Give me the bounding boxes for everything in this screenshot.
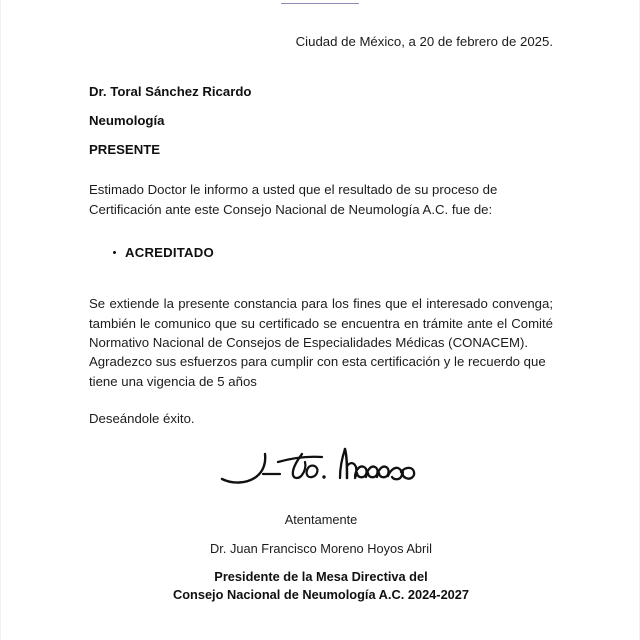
recipient-attention: PRESENTE	[89, 142, 161, 157]
paragraph-intro: Estimado Doctor le informo a usted que el resultado de su proceso de Certificación ante este Consejo Nacional de Neumología A.C. fue de:	[89, 182, 498, 217]
paragraph-constancia: Se extiende la presente constancia para los fines que el interesado convenga; también le comunico que su certificado se encuentra en trámite ante el Comité Normativo Nacional de Consejos de Especialidades Médicas (CONACEM).	[89, 296, 553, 350]
letterhead-divider	[281, 3, 359, 4]
recipient-name: Dr. Toral Sánchez Ricardo	[89, 84, 252, 99]
recipient-specialty: Neumología	[89, 113, 165, 128]
letterhead-organization-name	[1, 0, 639, 2]
paragraph-closing-wish: Deseándole éxito.	[89, 411, 195, 426]
result-list	[89, 243, 553, 262]
signature-signer-name: Dr. Juan Francisco Moreno Hoyos Abril	[210, 541, 432, 556]
signature-role-line-2: Consejo Nacional de Neumología A.C. 2024-2027	[172, 587, 470, 602]
signature-role-block	[89, 568, 553, 604]
paragraph-vigencia: Agradezco sus esfuerzos para cumplir con esta certificación y le recuerdo que tiene una vigencia de 5 años	[89, 354, 546, 389]
handwritten-signature	[89, 432, 553, 494]
signature-closing: Atentamente	[284, 512, 358, 527]
recipient-block	[89, 83, 251, 170]
result-list-item-acreditado: ACREDITADO	[89, 243, 553, 262]
signature-icon	[216, 432, 426, 492]
letterhead	[1, 0, 639, 7]
date-line: Ciudad de México, a 20 de febrero de 2025.	[295, 34, 553, 49]
signature-role-line-1: Presidente de la Mesa Directiva del	[214, 569, 428, 584]
